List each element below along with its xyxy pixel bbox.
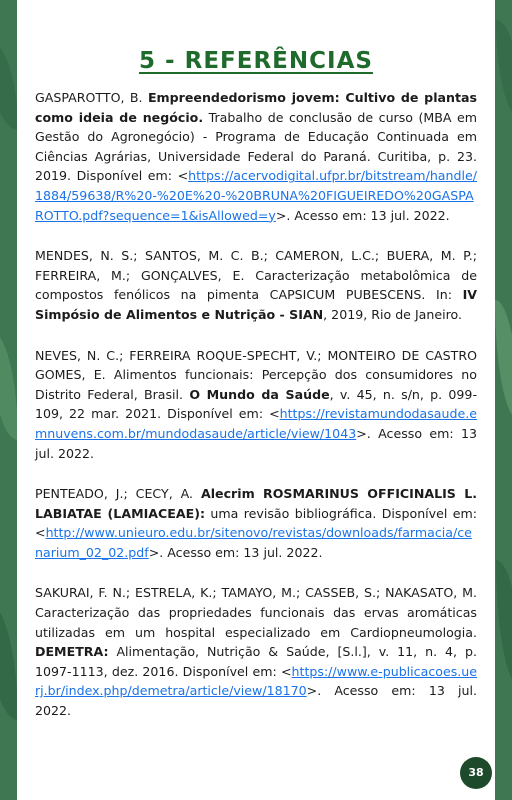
ref-bold-title: IV Simpósio de Alimentos e Nutrição - SIAN <box>35 287 477 322</box>
ref-bold-title: O Mundo da Saúde <box>189 386 330 402</box>
ref-link[interactable]: https://acervodigital.ufpr.br/bitstream/handle/1884/59638/R%20-%20E%20-%20BRUNA%20FIGUEIREDO%20GASPAROTTO.pdf?sequence=1&isAllowed=y <box>35 168 477 223</box>
ref-text: Alimentação, Nutrição & Saúde, [S.l.], v. 11, n. 4, p. 1097-1113, dez. 2016. Disponível em: < <box>35 644 477 679</box>
ref-bold-title: Alecrim ROSMARINUS OFFICINALIS L. LABIATAE (LAMIACEAE): <box>35 486 478 521</box>
leaf-decoration-left-top <box>0 40 18 130</box>
ref-text: uma revisão bibliográfica. Disponível em: < <box>35 505 478 541</box>
ref-bold-title: Empreendedorismo jovem: Cultivo de plantas como ideia de negócio. <box>35 90 477 125</box>
leaf-decoration-right-bottom <box>496 560 512 690</box>
ref-text: MENDES, N. S.; SANTOS, M. C. B.; CAMERON, L.C.; BUERA, M. P.; FERREIRA, M.; GONÇALVES, E. Caracterização metabolômica de compostos fenólicos na pimenta CAPSICUM PUBESCENS. In: <box>35 248 477 303</box>
leaf-decoration-left-mid <box>0 330 18 440</box>
ref-text: SAKURAI, F. N.; ESTRELA, K.; TAMAYO, M.; CASSEB, S.; NAKASATO, M. Caracterização das propriedades funcionais das ervas aromáticas utilizadas em um hospital especializado em Cardiopneumologia. <box>35 585 477 640</box>
page-number-badge: 38 <box>460 757 492 789</box>
leaf-decoration-left-bottom <box>0 600 18 720</box>
leaf-decoration-right-top <box>496 20 512 120</box>
ref-link[interactable]: https://revistamundodasaude.emnuvens.com.br/mundodasaude/article/view/1043 <box>35 406 477 441</box>
ref-text: NEVES, N. C.; FERREIRA ROQUE-SPECHT, V.; MONTEIRO DE CASTRO GOMES, E. Alimentos funcionais: Percepção dos consumidores no Distrito Federal, Brasil. <box>35 347 477 402</box>
ref-text: , 2019, Rio de Janeiro. <box>323 306 462 322</box>
ref-text: , v. 45, n. s/n, p. 099-109, 22 mar. 2021. Disponível em: < <box>35 386 477 422</box>
ref-text: >. Acesso em: 13 jul. 2022. <box>275 207 450 223</box>
page-title: 5 - REFERÊNCIAS <box>139 48 373 74</box>
ref-text: PENTEADO, J.; CECY, A. <box>35 486 201 502</box>
document-page <box>17 0 495 800</box>
reference-mendes <box>35 246 477 324</box>
ref-text: GASPAROTTO, B. <box>35 90 148 105</box>
ref-bold-title: DEMETRA: <box>35 644 109 660</box>
ref-text: Trabalho de conclusão de curso (MBA em Gestão do Agronegócio) - Programa de Educação Continuada em Ciências Agrárias, Universidade Federal do Paraná. Curitiba, p. 23. 2019. Disponível em: < <box>35 109 478 184</box>
ref-text: >. Acesso em: 13 jul. 2022. <box>35 683 477 719</box>
reference-sakurai <box>35 583 477 720</box>
reference-neves <box>35 346 477 464</box>
ref-text: >. Acesso em: 13 jul. 2022. <box>35 425 477 461</box>
ref-link[interactable]: https://www.e-publicacoes.uerj.br/index.php/demetra/article/view/18170 <box>35 663 477 699</box>
ref-link[interactable]: http://www.unieuro.edu.br/sitenovo/revistas/downloads/farmacia/cenarium_02_02.pdf <box>35 525 472 560</box>
leaf-decoration-right-mid <box>495 300 512 420</box>
reference-gasparotto <box>35 88 477 225</box>
reference-penteado <box>35 484 477 562</box>
ref-text: >. Acesso em: 13 jul. 2022. <box>148 544 323 560</box>
